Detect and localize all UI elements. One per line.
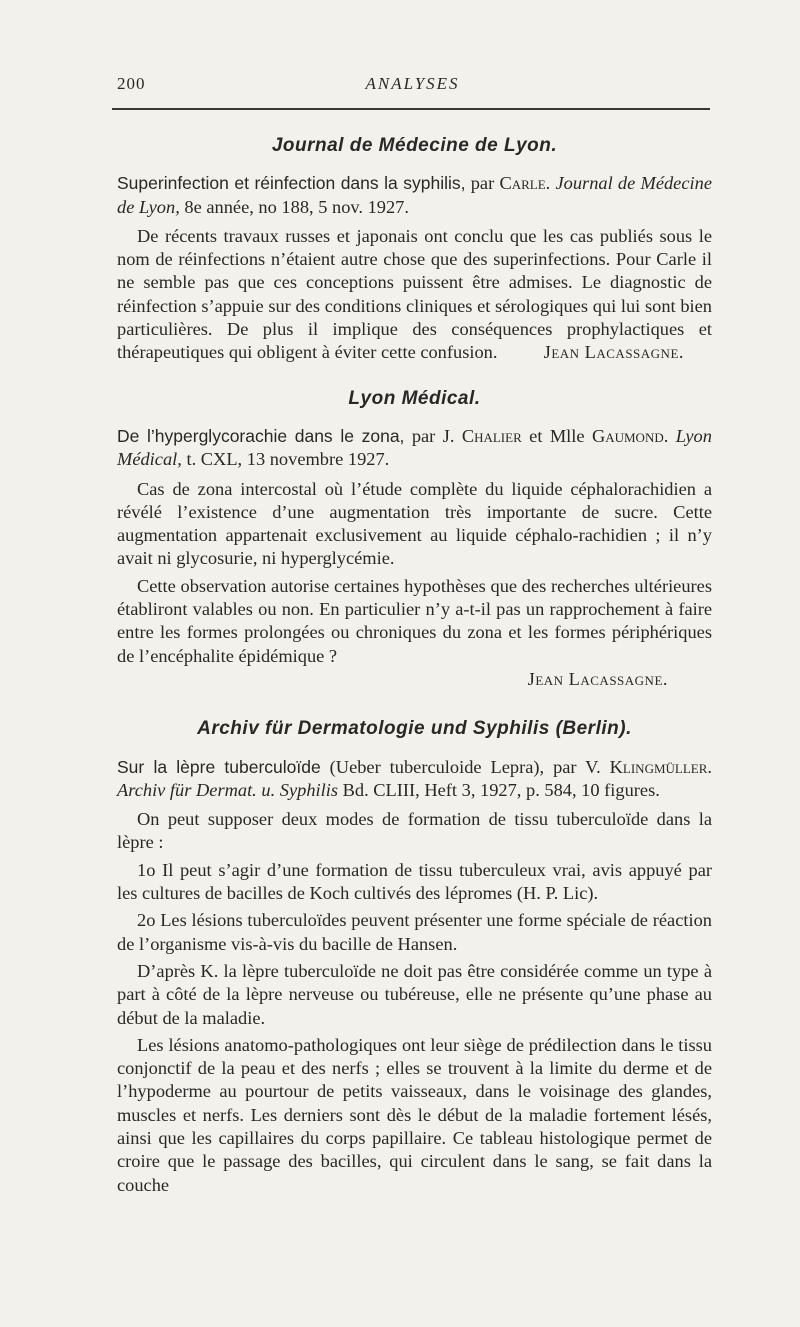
journal-heading: Archiv für Dermatologie und Syphilis (Berlin). — [197, 718, 632, 740]
journal-heading: Lyon Médical. — [348, 387, 481, 409]
reference-source: Archiv für Dermat. u. Syphilis — [117, 779, 339, 800]
paragraph: Les lésions anatomo-pathologiques ont leur siège de prédilection dans le tissu conjonctif de la peau et des nerfs ; elles se trouvent à la limite du derme et de l’hypoderme au pourtour de petits vaisseaux, dans le voisinage des glandes, muscles et nerfs. Les derniers sont dès le début de la maladie fortement lésés, ainsi que les capillaires du corps papillaire. Ce tableau histologique permet de croire que le passage des bacilles, qui circulent dans le sang, se fait dans la couche — [117, 1034, 712, 1195]
running-head — [117, 74, 708, 98]
reference-details: Bd. CLIII, Heft 3, 1927, p. 584, 10 figures. — [342, 779, 660, 800]
article-reference — [117, 172, 712, 219]
page-number: 200 — [117, 74, 146, 93]
reference-par: par J. — [411, 425, 455, 446]
reference-source: Journal de Médecine de Lyon, — [117, 173, 712, 217]
page-content — [117, 134, 712, 1197]
reference-author: Chalier — [461, 425, 522, 446]
paragraph: 1o Il peut s’agir d’une formation de tissu tuberculeux vrai, avis appuyé par les cultures de bacilles de Koch cultivés des lépromes (H. P. Lic). — [117, 859, 712, 904]
reference-par: par — [470, 173, 495, 194]
paragraph: On peut supposer deux modes de formation de tissu tuberculoïde dans la lèpre : — [117, 809, 712, 853]
reference-author: Klingmüller. — [609, 756, 712, 777]
header-rule — [112, 108, 710, 110]
reference-original-title: (Ueber tuberculoide Lepra), par V. — [329, 756, 601, 777]
paragraph: 2o Les lésions tuberculoïdes peuvent présenter une forme spéciale de réaction de l’organisme vis-à-vis du bacille de Hansen. — [117, 910, 712, 954]
article-title: Superinfection et réinfection dans la syphilis, — [117, 173, 466, 194]
reference-details: t. CXL, 13 novembre 1927. — [186, 449, 390, 470]
running-title: ANALYSES — [365, 74, 460, 93]
article-title: Sur la lèpre tuberculoïde — [117, 756, 321, 777]
paragraph: Cas de zona intercostal où l’étude complète du liquide céphalorachidien a révélé l’existence d’une augmentation très importante de sucre. Cette augmentation appartenait exclusivement au liquide céphalo-rachidien ; il n’y avait ni glycosurie, ni hyperglycémie. — [117, 478, 712, 569]
reference-details: 8e année, no 188, 5 nov. 1927. — [184, 196, 409, 217]
article-title: De l’hyperglycorachie dans le zona, — [117, 425, 405, 446]
article-reference — [117, 756, 712, 803]
reference-author: Carle. — [499, 173, 551, 194]
journal-heading: Journal de Médecine de Lyon. — [271, 135, 558, 156]
signature: Jean Lacassagne. — [543, 342, 684, 363]
reference-author-2: Gaumond. — [591, 425, 669, 446]
signature: Jean Lacassagne. — [527, 668, 668, 689]
article-reference — [117, 425, 712, 472]
reference-and: et Mlle — [529, 425, 585, 446]
paragraph: Cette observation autorise certaines hypothèses que des recherches ultérieures établiront valables ou non. En particulier n’y a-t-il pas un rapprochement à faire entre les formes prolongées ou chroniques du zona et les formes périphériques de l’encéphalite épidémique ? — [117, 575, 712, 666]
reference-source: Lyon Médical, — [117, 425, 712, 470]
paragraph: D’après K. la lèpre tuberculoïde ne doit pas être considérée comme un type à part à côté de la lèpre nerveuse ou tubéreuse, elle ne présente qu’une phase au début de la maladie. — [117, 960, 712, 1028]
paragraph: De récents travaux russes et japonais ont conclu que les cas publiés sous le nom de réinfections n’étaient autre chose que des superinfections. Pour Carle il ne semble pas que ces conceptions puissent être admises. Le diagnostic de réinfection s’appuie sur des conditions cliniques et sérologiques qui lui sont bien particulières. De plus il implique des conséquences prophylactiques et thérapeutiques qui obligent à éviter cette confusion. Jean Lacassagne. — [117, 225, 712, 365]
